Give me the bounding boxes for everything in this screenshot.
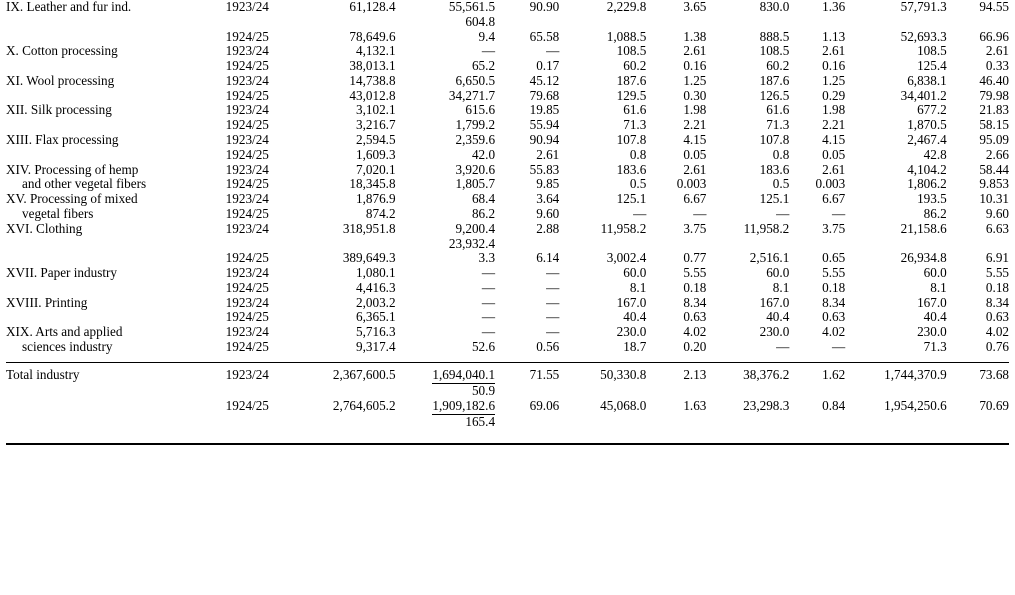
table-row <box>6 89 1009 104</box>
table-bottom-rule <box>6 443 1009 444</box>
total-value-7: 1.62 <box>822 367 846 383</box>
value-9: 0.33 <box>985 58 1009 74</box>
value-2: 65.2 <box>471 58 496 74</box>
value-3: 3.64 <box>536 191 560 207</box>
value-5: 4.02 <box>683 324 707 340</box>
value-4: 125.1 <box>616 191 647 207</box>
value-5: 3.65 <box>683 0 707 14</box>
row-year: 1924/25 <box>225 250 269 266</box>
value-9: 4.02 <box>985 324 1009 340</box>
value-4: 167.0 <box>616 294 647 310</box>
value-7: 2.61 <box>822 161 846 177</box>
value-7: 0.63 <box>822 309 846 325</box>
value-3: 55.94 <box>529 117 560 133</box>
total-value-2: 1,909,182.6 165.4 <box>432 397 496 429</box>
value-8: 167.0 <box>917 294 947 310</box>
value-3: 55.83 <box>529 161 560 177</box>
value-5: 6.67 <box>683 191 707 207</box>
row-year: 1924/25 <box>225 58 269 74</box>
total-separator-rule <box>6 362 1009 364</box>
row-label-cell <box>6 89 226 104</box>
value-2: 86.2 <box>471 205 496 221</box>
value-2: 55,561.5 604.8 <box>448 0 496 29</box>
value-1: 18,345.8 <box>349 176 396 192</box>
value-7: 0.29 <box>822 87 846 103</box>
value-7: 8.34 <box>822 294 846 310</box>
row-label-cell: XVI. Clothing <box>6 220 83 236</box>
total-year: 1923/24 <box>225 367 269 383</box>
value-5: 1.38 <box>683 28 707 44</box>
value-4: 183.6 <box>616 161 647 177</box>
total-value-8: 1,954,250.6 <box>884 397 947 413</box>
value-5: 0.63 <box>683 309 707 325</box>
value-1: 5,716.3 <box>356 324 396 340</box>
row-year: 1923/24 <box>225 72 269 88</box>
value-2: — <box>481 279 496 295</box>
value-2: 52.6 <box>471 338 496 354</box>
value-9: 94.55 <box>979 0 1009 14</box>
value-8: 71.3 <box>923 338 947 354</box>
value-9: 9.60 <box>985 205 1009 221</box>
value-7: 0.05 <box>822 146 846 162</box>
value-6: 11,958.2 <box>743 220 790 236</box>
value-3: 6.14 <box>536 250 560 266</box>
value-9: 58.44 <box>979 161 1009 177</box>
row-label-cell: XII. Silk processing <box>6 102 112 118</box>
row-label-cell: XVIII. Printing <box>6 294 88 310</box>
value-1: 7,020.1 <box>356 161 396 177</box>
total-value-6: 38,376.2 <box>743 367 790 383</box>
value-2: 1,799.2 <box>455 117 496 133</box>
value-7: 5.55 <box>822 265 846 281</box>
value-7: 6.67 <box>822 191 846 207</box>
total-value-9: 73.68 <box>979 367 1009 383</box>
value-1: 6,365.1 <box>356 309 396 325</box>
value-9: 6.63 <box>985 220 1009 236</box>
total-value-2: 1,694,040.1 50.9 <box>432 367 496 399</box>
value-6: 71.3 <box>766 117 790 133</box>
row-year: 1923/24 <box>225 43 269 59</box>
table-row <box>6 0 1009 30</box>
table-row <box>6 177 1009 192</box>
value-5: 1.98 <box>683 102 707 118</box>
value-2: 9,200.4 23,932.4 <box>448 220 496 251</box>
value-9: 95.09 <box>979 132 1009 148</box>
total-section-table <box>6 368 1009 429</box>
row-year: 1924/25 <box>225 176 269 192</box>
value-2: 3,920.6 <box>455 161 496 177</box>
value-1: 1,080.1 <box>356 265 396 281</box>
table-row <box>6 192 1009 207</box>
value-5: 0.30 <box>683 87 707 103</box>
value-9: 2.66 <box>985 146 1009 162</box>
value-3: 79.68 <box>529 87 560 103</box>
value-8: 108.5 <box>917 43 947 59</box>
value-8: 34,401.2 <box>900 87 947 103</box>
row-label-cell-continued: sciences industry <box>22 338 113 354</box>
row-label-cell: XIX. Arts and applied <box>6 324 123 340</box>
value-2: 2,359.6 <box>455 132 496 148</box>
row-label-cell: XIII. Flax processing <box>6 132 119 148</box>
table-row <box>6 74 1009 89</box>
value-1: 1,609.3 <box>356 146 396 162</box>
value-1: 4,132.1 <box>356 43 396 59</box>
value-2: 42.0 <box>471 146 496 162</box>
total-value-7: 0.84 <box>822 397 846 413</box>
value-2: 3.3 <box>478 250 496 266</box>
value-9: 0.63 <box>985 309 1009 325</box>
value-8: 52,693.3 <box>900 28 947 44</box>
row-label-cell: XVII. Paper industry <box>6 265 117 281</box>
row-year: 1923/24 <box>225 324 269 340</box>
value-5: 0.20 <box>683 338 707 354</box>
value-9: 58.15 <box>979 117 1009 133</box>
value-2: 6,650.5 <box>455 72 496 88</box>
value-9: 6.91 <box>985 250 1009 266</box>
table-row <box>6 148 1009 163</box>
row-label-cell <box>6 148 226 163</box>
value-6: 2,516.1 <box>749 250 790 266</box>
row-label-cell <box>6 251 226 266</box>
value-4: 0.8 <box>629 146 647 162</box>
row-label-cell <box>6 30 226 45</box>
value-4: 60.2 <box>623 58 647 74</box>
value-2: 9.4 <box>478 28 496 44</box>
table-row <box>6 251 1009 266</box>
value-9: 79.98 <box>979 87 1009 103</box>
value-3: 90.94 <box>529 132 560 148</box>
value-6: 61.6 <box>766 102 790 118</box>
total-value-3: 69.06 <box>529 397 560 413</box>
value-5: 1.25 <box>683 72 707 88</box>
value-6: — <box>776 205 790 221</box>
value-5: 0.77 <box>683 250 707 266</box>
value-5: 8.34 <box>683 294 707 310</box>
value-7: 2.21 <box>822 117 846 133</box>
row-year: 1924/25 <box>225 117 269 133</box>
row-label-cell: XIV. Processing of hemp <box>6 161 139 177</box>
row-year: 1924/25 <box>225 28 269 44</box>
value-4: 129.5 <box>616 87 647 103</box>
value-2: 68.4 <box>471 191 496 207</box>
value-1: 78,649.6 <box>349 28 396 44</box>
total-value-8: 1,744,370.9 <box>884 367 947 383</box>
table-row <box>6 44 1009 59</box>
table-row <box>6 163 1009 178</box>
value-8: 57,791.3 <box>900 0 947 14</box>
total-label-empty <box>6 399 226 430</box>
value-5: 0.18 <box>683 279 707 295</box>
value-4: 71.3 <box>623 117 647 133</box>
total-row <box>6 368 1009 399</box>
value-2: — <box>481 43 496 59</box>
row-label-cell: XI. Wool processing <box>6 72 115 88</box>
value-1: 61,128.4 <box>349 0 396 14</box>
value-4: 1,088.5 <box>606 28 647 44</box>
value-3: — <box>546 279 560 295</box>
value-3: — <box>546 324 560 340</box>
value-3: 2.88 <box>536 220 560 236</box>
value-6: 107.8 <box>759 132 790 148</box>
value-7: 1.98 <box>822 102 846 118</box>
total-value-5: 2.13 <box>683 367 707 383</box>
value-3: — <box>546 265 560 281</box>
value-7: 0.16 <box>822 58 846 74</box>
value-1: 389,649.3 <box>342 250 396 266</box>
value-6: 183.6 <box>759 161 790 177</box>
value-8: 230.0 <box>917 324 947 340</box>
value-6: 8.1 <box>772 279 790 295</box>
value-8: 6,838.1 <box>907 72 947 88</box>
value-7: 1.36 <box>822 0 846 14</box>
total-value-9: 70.69 <box>979 397 1009 413</box>
row-year: 1924/25 <box>225 146 269 162</box>
value-4: 0.5 <box>629 176 647 192</box>
value-3: 45.12 <box>529 72 560 88</box>
value-3: 19.85 <box>529 102 560 118</box>
row-label-cell: IX. Leather and fur ind. <box>6 0 132 14</box>
value-1: 14,738.8 <box>349 72 396 88</box>
table-row <box>6 103 1009 118</box>
row-year: 1924/25 <box>225 205 269 221</box>
value-6: 125.1 <box>759 191 790 207</box>
value-5: 5.55 <box>683 265 707 281</box>
row-label-cell <box>6 118 226 133</box>
row-label-cell: XV. Processing of mixed <box>6 191 138 207</box>
value-5: — <box>693 205 707 221</box>
table-row <box>6 281 1009 296</box>
value-9: 9.853 <box>979 176 1009 192</box>
value-7: 2.61 <box>822 43 846 59</box>
row-year: 1923/24 <box>225 191 269 207</box>
row-year: 1924/25 <box>225 309 269 325</box>
value-1: 9,317.4 <box>356 338 396 354</box>
total-label: Total industry <box>6 367 80 383</box>
value-4: 18.7 <box>623 338 647 354</box>
row-label-cell <box>6 310 226 325</box>
value-4: 187.6 <box>616 72 647 88</box>
value-7: 4.15 <box>822 132 846 148</box>
value-3: — <box>546 294 560 310</box>
row-label-cell-continued: vegetal fibers <box>22 205 94 221</box>
value-3: 90.90 <box>529 0 560 14</box>
value-4: 40.4 <box>623 309 647 325</box>
total-value-3: 71.55 <box>529 367 560 383</box>
value-6: 0.8 <box>772 146 790 162</box>
value-2: 615.6 <box>465 102 496 118</box>
value-4: 8.1 <box>629 279 647 295</box>
value-4: 3,002.4 <box>606 250 647 266</box>
row-year: 1923/24 <box>225 265 269 281</box>
row-label-cell: X. Cotton processing <box>6 43 118 59</box>
value-8: 21,158.6 <box>900 220 947 236</box>
table-row <box>6 59 1009 74</box>
row-year: 1923/24 <box>225 161 269 177</box>
value-4: 107.8 <box>616 132 647 148</box>
value-4: — <box>633 205 647 221</box>
value-9: 0.76 <box>985 338 1009 354</box>
row-label-cell <box>6 59 226 74</box>
row-year: 1923/24 <box>225 294 269 310</box>
value-5: 0.16 <box>683 58 707 74</box>
value-5: 2.61 <box>683 43 707 59</box>
row-year: 1923/24 <box>225 0 269 14</box>
value-1: 3,102.1 <box>356 102 396 118</box>
value-6: 108.5 <box>759 43 790 59</box>
value-8: 1,806.2 <box>907 176 947 192</box>
value-8: 4,104.2 <box>907 161 947 177</box>
value-8: 26,934.8 <box>900 250 947 266</box>
value-4: 2,229.8 <box>606 0 647 14</box>
value-8: 40.4 <box>923 309 947 325</box>
value-5: 3.75 <box>683 220 707 236</box>
value-6: 0.5 <box>772 176 790 192</box>
table-row <box>6 296 1009 311</box>
value-6: 126.5 <box>759 87 790 103</box>
value-4: 61.6 <box>623 102 647 118</box>
table-row <box>6 30 1009 45</box>
value-3: 9.85 <box>536 176 560 192</box>
table-row <box>6 266 1009 281</box>
value-8: 60.0 <box>923 265 947 281</box>
value-2: — <box>481 294 496 310</box>
value-8: 1,870.5 <box>907 117 947 133</box>
value-8: 42.8 <box>923 146 947 162</box>
value-9: 46.40 <box>979 72 1009 88</box>
row-year: 1924/25 <box>225 338 269 354</box>
value-4: 230.0 <box>616 324 647 340</box>
value-8: 677.2 <box>917 102 947 118</box>
value-6: 167.0 <box>759 294 790 310</box>
row-year: 1923/24 <box>225 220 269 236</box>
total-value-1: 2,367,600.5 <box>332 367 396 383</box>
value-2: 1,805.7 <box>455 176 496 192</box>
value-7: 0.003 <box>815 176 846 192</box>
table-row <box>6 133 1009 148</box>
total-year: 1924/25 <box>225 397 269 413</box>
table-row <box>6 207 1009 222</box>
value-2: — <box>481 265 496 281</box>
value-3: 0.17 <box>536 58 560 74</box>
value-7: 1.25 <box>822 72 846 88</box>
value-8: 125.4 <box>917 58 947 74</box>
value-1: 38,013.1 <box>349 58 396 74</box>
table-row <box>6 325 1009 340</box>
value-6: 40.4 <box>766 309 790 325</box>
value-5: 0.05 <box>683 146 707 162</box>
row-year: 1924/25 <box>225 279 269 295</box>
value-5: 4.15 <box>683 132 707 148</box>
value-8: 2,467.4 <box>907 132 947 148</box>
value-7: 4.02 <box>822 324 846 340</box>
value-6: 60.0 <box>766 265 790 281</box>
row-label-cell-continued: and other vegetal fibers <box>22 176 147 192</box>
value-3: 65.58 <box>529 28 560 44</box>
value-5: 2.61 <box>683 161 707 177</box>
value-8: 193.5 <box>917 191 947 207</box>
total-row <box>6 399 1009 430</box>
row-year: 1923/24 <box>225 102 269 118</box>
value-6: 230.0 <box>759 324 790 340</box>
value-9: 5.55 <box>985 265 1009 281</box>
value-9: 10.31 <box>979 191 1009 207</box>
value-1: 43,012.8 <box>349 87 396 103</box>
value-2: 34,271.7 <box>448 87 496 103</box>
value-1: 2,003.2 <box>356 294 396 310</box>
value-9: 0.18 <box>985 279 1009 295</box>
value-7: 1.13 <box>822 28 846 44</box>
value-1: 3,216.7 <box>356 117 396 133</box>
value-7: 0.18 <box>822 279 846 295</box>
value-9: 66.96 <box>979 28 1009 44</box>
value-7: — <box>832 205 846 221</box>
value-1: 2,594.5 <box>356 132 396 148</box>
value-6: 888.5 <box>759 28 790 44</box>
total-value-5: 1.63 <box>683 397 707 413</box>
value-4: 60.0 <box>623 265 647 281</box>
value-9: 2.61 <box>985 43 1009 59</box>
value-1: 318,951.8 <box>342 220 396 236</box>
value-1: 1,876.9 <box>356 191 396 207</box>
total-value-6: 23,298.3 <box>743 397 790 413</box>
total-body <box>6 368 1009 429</box>
value-7: 0.65 <box>822 250 846 266</box>
value-3: 0.56 <box>536 338 560 354</box>
value-3: — <box>546 309 560 325</box>
value-2: — <box>481 324 496 340</box>
value-8: 86.2 <box>923 205 947 221</box>
value-5: 0.003 <box>676 176 707 192</box>
total-value-1: 2,764,605.2 <box>332 397 396 413</box>
value-3: 2.61 <box>536 146 560 162</box>
row-year: 1923/24 <box>225 132 269 148</box>
row-label-cell <box>6 281 226 296</box>
value-7: 3.75 <box>822 220 846 236</box>
table-row <box>6 310 1009 325</box>
table-body <box>6 0 1009 355</box>
value-3: — <box>546 43 560 59</box>
value-4: 11,958.2 <box>600 220 647 236</box>
value-6: 187.6 <box>759 72 790 88</box>
value-6: 830.0 <box>759 0 790 14</box>
row-year: 1924/25 <box>225 87 269 103</box>
value-1: 4,416.3 <box>356 279 396 295</box>
value-2: — <box>481 309 496 325</box>
value-6: — <box>776 338 790 354</box>
total-value-4: 45,068.0 <box>600 397 647 413</box>
value-4: 108.5 <box>616 43 647 59</box>
table-row <box>6 222 1009 252</box>
value-9: 21.83 <box>979 102 1009 118</box>
value-8: 8.1 <box>930 279 947 295</box>
value-6: 60.2 <box>766 58 790 74</box>
bottom-spacer <box>6 429 1009 443</box>
value-9: 8.34 <box>985 294 1009 310</box>
industry-statistics-table <box>6 0 1009 355</box>
total-value-4: 50,330.8 <box>600 367 647 383</box>
table-row <box>6 118 1009 133</box>
table-row <box>6 340 1009 355</box>
value-1: 874.2 <box>365 205 396 221</box>
value-3: 9.60 <box>536 205 560 221</box>
value-7: — <box>832 338 846 354</box>
value-5: 2.21 <box>683 117 707 133</box>
